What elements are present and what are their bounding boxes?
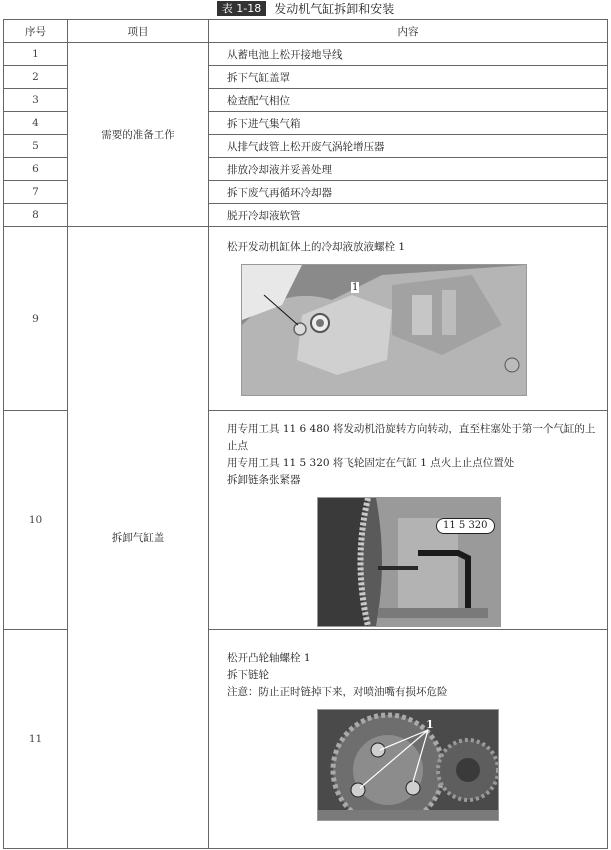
step11-text-3: 注意：防止正时链掉下来，对喷油嘴有损坏危险 (227, 686, 448, 698)
tool-callout-label: 11 5 320 (436, 518, 495, 534)
header-item: 项目 (68, 20, 209, 43)
item-remove-cylinder-head: 拆卸气缸盖 (68, 227, 209, 849)
row-content: 拆下进气集气箱 (209, 112, 608, 135)
row-content: 脱开冷却液软管 (209, 204, 608, 227)
callout-label: 1 (426, 718, 434, 731)
row-content: 从排气歧管上松开废气涡轮增压器 (209, 135, 608, 158)
row-number: 4 (4, 112, 68, 135)
table-row (4, 43, 608, 66)
row-number: 7 (4, 181, 68, 204)
engine-block-photo (241, 264, 527, 396)
row-number: 5 (4, 135, 68, 158)
row-number: 6 (4, 158, 68, 181)
table-title: 发动机气缸拆卸和安装 (274, 2, 395, 16)
row-content: 从蓄电池上松开接地导线 (209, 43, 608, 66)
row-content (209, 630, 608, 849)
step9-text: 松开发动机缸体上的冷却液放液螺栓 1 (227, 241, 406, 253)
callout-label: 1 (352, 282, 359, 293)
step10-text-1: 用专用工具 11 6 480 将发动机沿旋转方向转动，直至柱塞处于第一个气缸的上止点 (227, 423, 596, 452)
row-number: 11 (4, 630, 68, 849)
row-number: 3 (4, 89, 68, 112)
step11-text-2: 拆下链轮 (227, 669, 269, 681)
item-preparation: 需要的准备工作 (68, 43, 209, 227)
table-row (4, 227, 608, 411)
row-number: 9 (4, 227, 68, 411)
camshaft-sprocket-photo (317, 709, 499, 821)
step10-text-2: 用专用工具 11 5 320 将飞轮固定在气缸 1 点火上止点位置处 (227, 457, 515, 469)
header-row (4, 20, 608, 43)
header-content: 内容 (209, 20, 608, 43)
step10-text-3: 拆卸链条张紧器 (227, 474, 301, 486)
row-number: 10 (4, 411, 68, 630)
header-no: 序号 (4, 20, 68, 43)
table-number: 表 1-18 (217, 1, 266, 16)
row-number: 1 (4, 43, 68, 66)
procedure-table (3, 19, 608, 849)
row-number: 8 (4, 204, 68, 227)
row-content (209, 411, 608, 630)
step11-text-1: 松开凸轮轴螺栓 1 (227, 652, 311, 664)
row-content: 排放冷却液并妥善处理 (209, 158, 608, 181)
row-content: 拆下气缸盖罩 (209, 66, 608, 89)
table-caption (0, 0, 611, 18)
row-content: 检查配气相位 (209, 89, 608, 112)
row-content (209, 227, 608, 411)
flywheel-photo (317, 497, 501, 627)
row-content: 拆下废气再循环冷却器 (209, 181, 608, 204)
row-number: 2 (4, 66, 68, 89)
